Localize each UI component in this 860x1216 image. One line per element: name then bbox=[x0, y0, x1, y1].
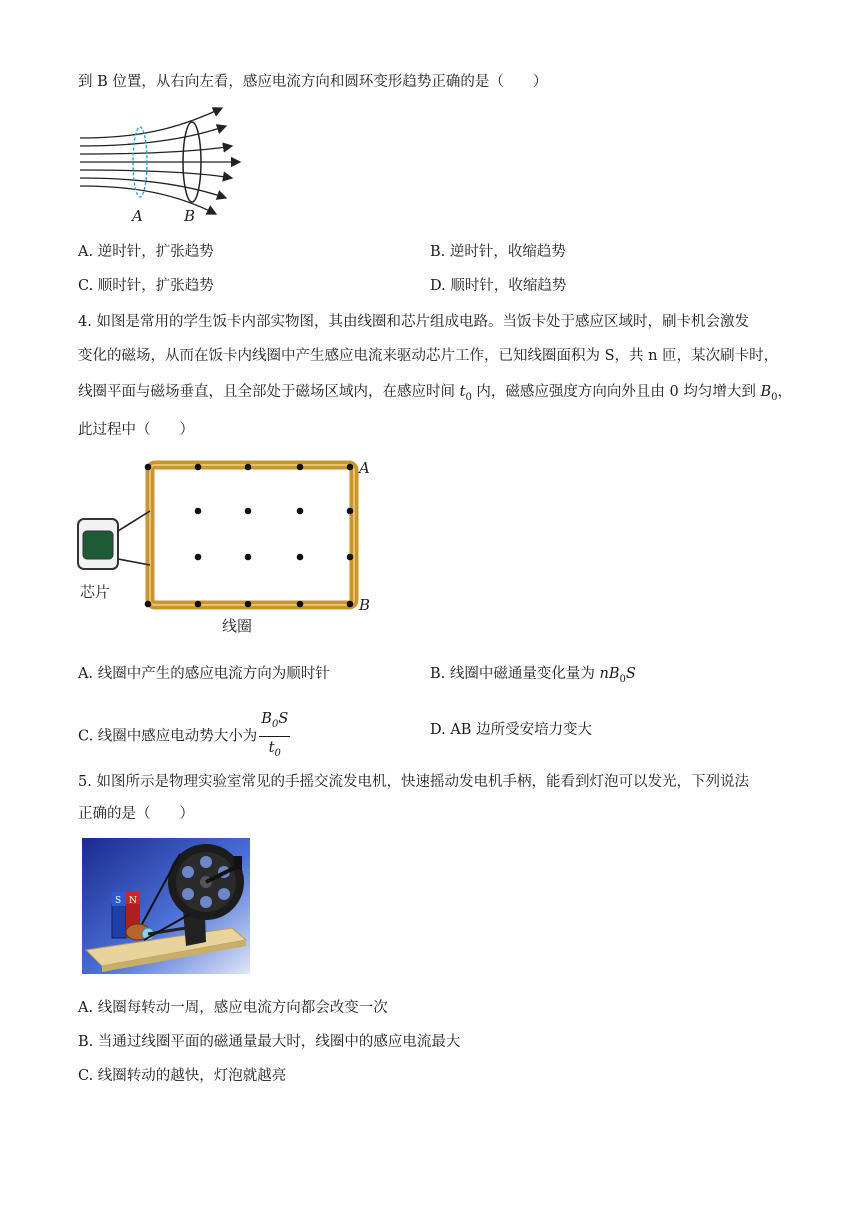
coil-label-a: A bbox=[359, 459, 370, 477]
q5-stem-line-2: 正确的是（ ） bbox=[78, 806, 194, 822]
q3-option-d[interactable]: D. 顺时针，收缩趋势 bbox=[430, 278, 567, 294]
q5-option-a[interactable]: A. 线圈每转动一周，感应电流方向都会改变一次 bbox=[78, 1000, 388, 1016]
q4-stem-line-1: 4. 如图是常用的学生饭卡内部实物图，其由线圈和芯片组成电路。当饭卡处于感应区域时，刷卡机会激发 bbox=[78, 314, 749, 330]
hand-generator-photo bbox=[82, 838, 250, 974]
magnet-s-label: S bbox=[115, 896, 122, 906]
magnetic-field-figure bbox=[76, 100, 246, 226]
figure-label-b: B bbox=[184, 207, 196, 225]
card-coil-figure bbox=[76, 455, 376, 637]
coil-label: 线圈 bbox=[222, 617, 253, 635]
emf-fraction: $\frac{B_0S}{t_0}$ bbox=[259, 708, 290, 765]
chip-label: 芯片 bbox=[80, 583, 111, 601]
magnet-n-label: N bbox=[129, 896, 137, 906]
q3-option-b[interactable]: B. 逆时针，收缩趋势 bbox=[430, 244, 566, 260]
q5-option-c[interactable]: C. 线圈转动的越快，灯泡就越亮 bbox=[78, 1068, 287, 1084]
q3-option-a[interactable]: A. 逆时针，扩张趋势 bbox=[78, 244, 214, 260]
q3-option-c[interactable]: C. 顺时针，扩张趋势 bbox=[78, 278, 214, 294]
coil-label-b: B bbox=[359, 596, 371, 614]
q5-option-b[interactable]: B. 当通过线圈平面的磁通量最大时，线圈中的感应电流最大 bbox=[78, 1034, 461, 1050]
q4-option-c[interactable]: C. 线圈中感应电动势大小为 $\frac{B_0S}{t_0}$ bbox=[78, 708, 290, 765]
q4-stem-line-2: 变化的磁场，从而在饭卡内线圈中产生感应电流来驱动芯片工作，已知线圈面积为 S，共 n 匝，某次刷卡时， bbox=[78, 348, 779, 364]
q5-stem-line-1: 5. 如图所示是物理实验室常见的手摇交流发电机，快速摇动发电机手柄，能看到灯泡可以发光，下列说法 bbox=[78, 774, 749, 790]
q4-option-a[interactable]: A. 线圈中产生的感应电流方向为顺时针 bbox=[78, 666, 330, 682]
q3-stem-line: 到 B 位置，从右向左看，感应电流方向和圆环变形趋势正确的是（ ） bbox=[78, 74, 548, 90]
q4-stem-line-4: 此过程中（ ） bbox=[78, 422, 194, 438]
q4-stem-line-3: 线圈平面与磁场垂直，且全部处于磁场区域内，在感应时间 $t_0$ 内，磁感应强度方向向外且由 0 均匀增大到 $B_0$， bbox=[78, 384, 793, 403]
q4-option-b[interactable]: B. 线圈中磁通量变化量为 $nB_0S$ bbox=[430, 666, 636, 685]
q4-option-d[interactable]: D. AB 边所受安培力变大 bbox=[430, 722, 593, 738]
figure-label-a: A bbox=[132, 207, 143, 225]
